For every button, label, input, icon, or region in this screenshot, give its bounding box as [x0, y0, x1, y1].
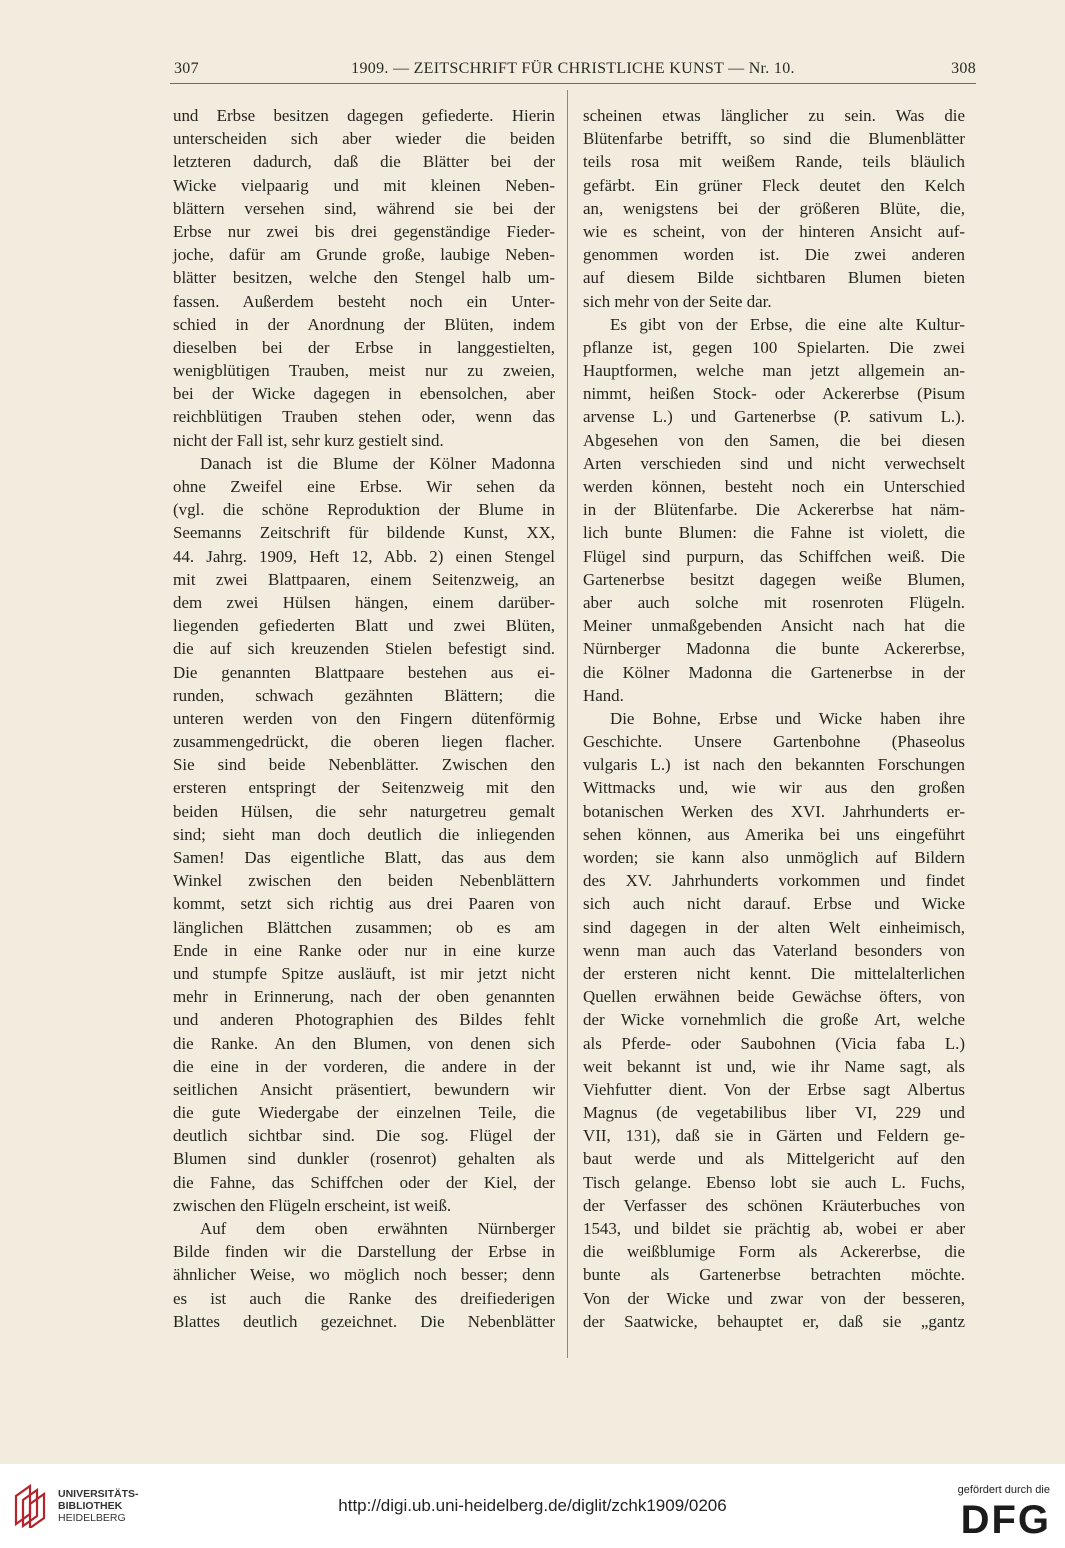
text-line: weit bekannt ist und, wie ihr Name sagt, als [583, 1056, 965, 1076]
text-line: blätter besitzen, welche den Stengel halb um- [173, 268, 555, 288]
text-line: ohne Zweifel eine Erbse. Wir sehen da [173, 477, 555, 496]
text-line: die gute Wiedergabe der einzelnen Teile, die [173, 1103, 555, 1123]
text-line: Es gibt von der Erbse, die eine alte Kultur- [610, 314, 965, 334]
text-line: Auf dem oben erwähnten Nürnberger [200, 1219, 555, 1238]
text-line: Wittmacks und, wie wir aus den großen [583, 778, 965, 798]
text-line: unterscheiden sich aber wieder die beiden [173, 129, 555, 149]
text-line: Blütenfarbe betrifft, so sind die Blumenblätter [583, 129, 965, 149]
text-line: die weißblumige Form als Ackererbse, die [583, 1242, 965, 1262]
text-line: Von der Wicke und zwar von der besseren, [583, 1288, 965, 1308]
text-line: Geschichte. Unsere Gartenbohne (Phaseolus [583, 732, 965, 752]
text-line: 44. Jahrg. 1909, Heft 12, Abb. 2) einen Stengel [173, 546, 555, 566]
text-line: (vgl. die schöne Reproduktion der Blume in [173, 500, 555, 520]
text-line: letzteren dadurch, daß die Blätter bei der [173, 152, 555, 172]
text-line: schied in der Anordnung der Blüten, indem [173, 314, 555, 334]
text-line: länglichen Blättchen zusammen; ob es am [173, 917, 555, 937]
text-line: und Erbse besitzen dagegen gefiederte. Hierin [173, 106, 555, 125]
text-line: liegenden gefiederten Blatt und zwei Blüten, [173, 616, 555, 636]
source-url-link[interactable]: http://digi.ub.uni-heidelberg.de/diglit/zchk1909/0206 [338, 1496, 727, 1515]
text-line: zwischen den Flügeln erscheint, ist weiß. [173, 1195, 452, 1215]
text-line: Die genannten Blattpaare bestehen aus ei- [173, 662, 555, 682]
text-line: die Fahne, das Schiffchen oder der Kiel, der [173, 1172, 555, 1192]
text-line: als Pferde- oder Saubohnen (Vicia faba L.) [583, 1033, 965, 1053]
dfg-logo: DFG [960, 1498, 1051, 1542]
text-line: Danach ist die Blume der Kölner Madonna [200, 453, 555, 473]
text-line: Gartenerbse besitzt dagegen weiße Blumen, [583, 569, 965, 589]
text-line: pflanze ist, gegen 100 Spielarten. Die zwei [583, 337, 965, 357]
text-line: Quellen erwähnen beide Gewächse öfters, von [583, 987, 965, 1007]
page-number-left: 307 [174, 60, 199, 77]
text-line: aber auch solche mit rosenroten Flügeln. [583, 592, 965, 612]
journal-title: 1909. — ZEITSCHRIFT FÜR CHRISTLICHE KUNST — Nr. 10. [351, 60, 795, 77]
text-line: wenigblütigen Trauben, meist nur zu zweien, [173, 361, 555, 381]
text-line: ersteren entspringt der Seitenzweig mit den [173, 778, 555, 798]
text-line: Hauptformen, welche man jetzt allgemein an- [583, 361, 965, 381]
text-line: nimmt, heißen Stock- oder Ackererbse (Pisum [583, 384, 965, 404]
library-name-line3: HEIDELBERG [58, 1512, 126, 1524]
text-line: sind dagegen in der alten Welt einheimisch, [583, 917, 965, 937]
text-line: der Saatwicke, behauptet er, daß sie „gantz [583, 1311, 965, 1331]
text-line: zusammengedrückt, die oberen liegen flacher. [173, 732, 555, 752]
text-line: Tisch gelange. Ebenso lobt sie auch L. Fuchs, [583, 1172, 965, 1192]
text-line: Die Bohne, Erbse und Wicke haben ihre [610, 708, 965, 728]
text-line: joche, dafür am Grunde große, laubige Neben- [173, 245, 555, 265]
text-line: bunte als Gartenerbse betrachten möchte. [583, 1265, 965, 1285]
text-line: Abgesehen von den Samen, die bei diesen [583, 430, 965, 450]
text-line: gefärbt. Ein grüner Fleck deutet den Kelch [583, 175, 965, 195]
text-line: der ersteren nicht kennt. Die mittelalterlichen [583, 963, 965, 983]
text-line: beiden Hülsen, die sehr naturgetreu gemalt [173, 801, 555, 821]
text-line: und anderen Photographien des Bildes fehlt [173, 1010, 555, 1030]
column-divider [567, 90, 568, 1358]
text-line: 1543, und bildet sie prächtig ab, wobei er aber [583, 1219, 965, 1238]
text-line: die auf sich kreuzenden Stielen befestigt sind. [173, 639, 555, 659]
text-line: vulgaris L.) ist nach den bekannten Forschungen [583, 755, 965, 775]
footer-bar [0, 1464, 1065, 1548]
text-line: Meiner unmaßgebenden Ansicht nach hat die [583, 616, 965, 636]
text-line: sehen können, aus Amerika bei uns eingeführt [583, 824, 965, 844]
text-line: Bilde finden wir die Darstellung der Erbse in [173, 1242, 555, 1262]
text-line: mehr in Erinnerung, nach der oben genannten [173, 987, 555, 1007]
text-line: Erbse nur zwei bis drei gegenständige Fieder- [173, 221, 555, 241]
text-line: worden; sie kann also unmöglich auf Bildern [583, 848, 965, 867]
text-line: Wicke vielpaarig und mit kleinen Neben- [173, 175, 555, 195]
text-line: blättern versehen sind, während sie bei der [173, 198, 555, 218]
text-line: unteren werden von den Fingern dütenförmig [173, 708, 555, 728]
text-line: und stumpfe Spitze ausläuft, ist mir jetzt nicht [173, 963, 555, 983]
text-line: Seemanns Zeitschrift für bildende Kunst, XX, [173, 523, 555, 543]
text-line: es ist auch die Ranke des dreifiederigen [173, 1288, 555, 1308]
text-line: genommen worden ist. Die zwei anderen [583, 245, 965, 265]
text-line: botanischen Werken des XVI. Jahrhunderts er- [583, 801, 965, 821]
text-line: in der Blütenfarbe. Die Ackererbse hat näm- [583, 500, 965, 520]
text-line: der Verfasser des schönen Kräuterbuches von [583, 1195, 965, 1215]
text-line: dem zwei Hülsen hängen, einem darüber- [173, 592, 555, 612]
text-line: Magnus (de vegetabilibus liber VI, 229 und [583, 1103, 965, 1123]
text-line: arvense L.) und Gartenerbse (P. sativum L.). [583, 407, 965, 427]
text-line: scheinen etwas länglicher zu sein. Was die [583, 106, 965, 125]
text-line: ähnlicher Weise, wo möglich noch besser; denn [173, 1265, 555, 1285]
text-line: lich bunte Blumen: die Fahne ist violett, die [583, 523, 965, 543]
text-line: teils rosa mit weißem Rande, teils bläulich [583, 152, 965, 172]
text-line: sind; sieht man doch deutlich die inliegenden [173, 824, 555, 844]
text-line: reichblütigen Trauben stehen oder, wenn das [173, 407, 555, 427]
text-line: Viehfutter dient. Von der Erbse sagt Albertus [583, 1079, 965, 1099]
text-line: die Kölner Madonna die Gartenerbse in der [583, 662, 965, 682]
running-header [170, 58, 976, 82]
text-line: kommt, setzt sich richtig aus drei Paaren von [173, 894, 555, 914]
page-number-right: 308 [951, 60, 976, 77]
text-line: auf diesem Bilde sichtbaren Blumen bieten [583, 268, 965, 288]
text-line: werden können, besteht noch ein Unterschied [583, 477, 965, 496]
text-column-right [583, 104, 965, 1333]
text-line: Flügel sind purpurn, das Schiffchen weiß. Die [583, 546, 965, 566]
text-line: fassen. Außerdem besteht noch ein Unter- [173, 291, 555, 311]
text-line: Nürnberger Madonna die bunte Ackererbse, [583, 639, 965, 659]
text-line: deutlich sichtbar sind. Die sog. Flügel der [173, 1126, 555, 1146]
text-line: Ende in eine Ranke oder nur in eine kurze [173, 940, 555, 960]
text-line: Blumen sind dunkler (rosenrot) gehalten als [173, 1149, 555, 1169]
text-line: sich mehr von der Seite dar. [583, 291, 772, 311]
text-line: seitlichen Ansicht präsentiert, bewundern wir [173, 1079, 555, 1099]
text-line: der Wicke vornehmlich die große Art, welche [583, 1010, 965, 1030]
text-line: des XV. Jahrhunderts vorkommen und findet [583, 871, 965, 891]
text-line: runden, schwach gezähnten Blättern; die [173, 685, 555, 705]
text-line: mit zwei Blattpaaren, einem Seitenzweig, an [173, 569, 555, 589]
text-line: nicht der Fall ist, sehr kurz gestielt sind. [173, 430, 444, 450]
text-line: Winkel zwischen den beiden Nebenblättern [173, 871, 555, 891]
library-name-line1: UNIVERSITÄTS- [58, 1488, 139, 1500]
funded-by-label: gefördert durch die [957, 1484, 1050, 1496]
text-line: VII, 131), daß sie in Gärten und Feldern ge- [583, 1126, 965, 1146]
text-line: die eine in der vorderen, die andere in der [173, 1056, 555, 1076]
text-line: baut werde und als Mittelgericht auf den [583, 1149, 965, 1169]
library-name-line2: BIBLIOTHEK [58, 1500, 123, 1512]
text-line: wie es scheint, von der hinteren Ansicht auf- [583, 221, 965, 241]
text-line: an, wenigstens bei der größeren Blüte, die, [583, 198, 965, 218]
text-column-left [173, 104, 555, 1333]
text-line: Blattes deutlich gezeichnet. Die Nebenblätter [173, 1311, 555, 1331]
text-line: Sie sind beide Nebenblätter. Zwischen den [173, 755, 555, 775]
header-rule [170, 83, 976, 84]
text-line: bei der Wicke dagegen in ebensolchen, aber [173, 384, 555, 404]
text-line: wenn man auch das Vaterland besonders von [583, 940, 965, 960]
text-line: Arten verschieden sind und nicht verwechselt [583, 453, 965, 473]
text-line: Hand. [583, 685, 624, 705]
text-line: sich auch nicht darauf. Erbse und Wicke [583, 894, 965, 914]
text-line: Samen! Das eigentliche Blatt, das aus dem [173, 848, 555, 867]
text-line: die Ranke. An den Blumen, von denen sich [173, 1033, 555, 1053]
text-line: dieselben bei der Erbse in langgestielten, [173, 337, 555, 357]
